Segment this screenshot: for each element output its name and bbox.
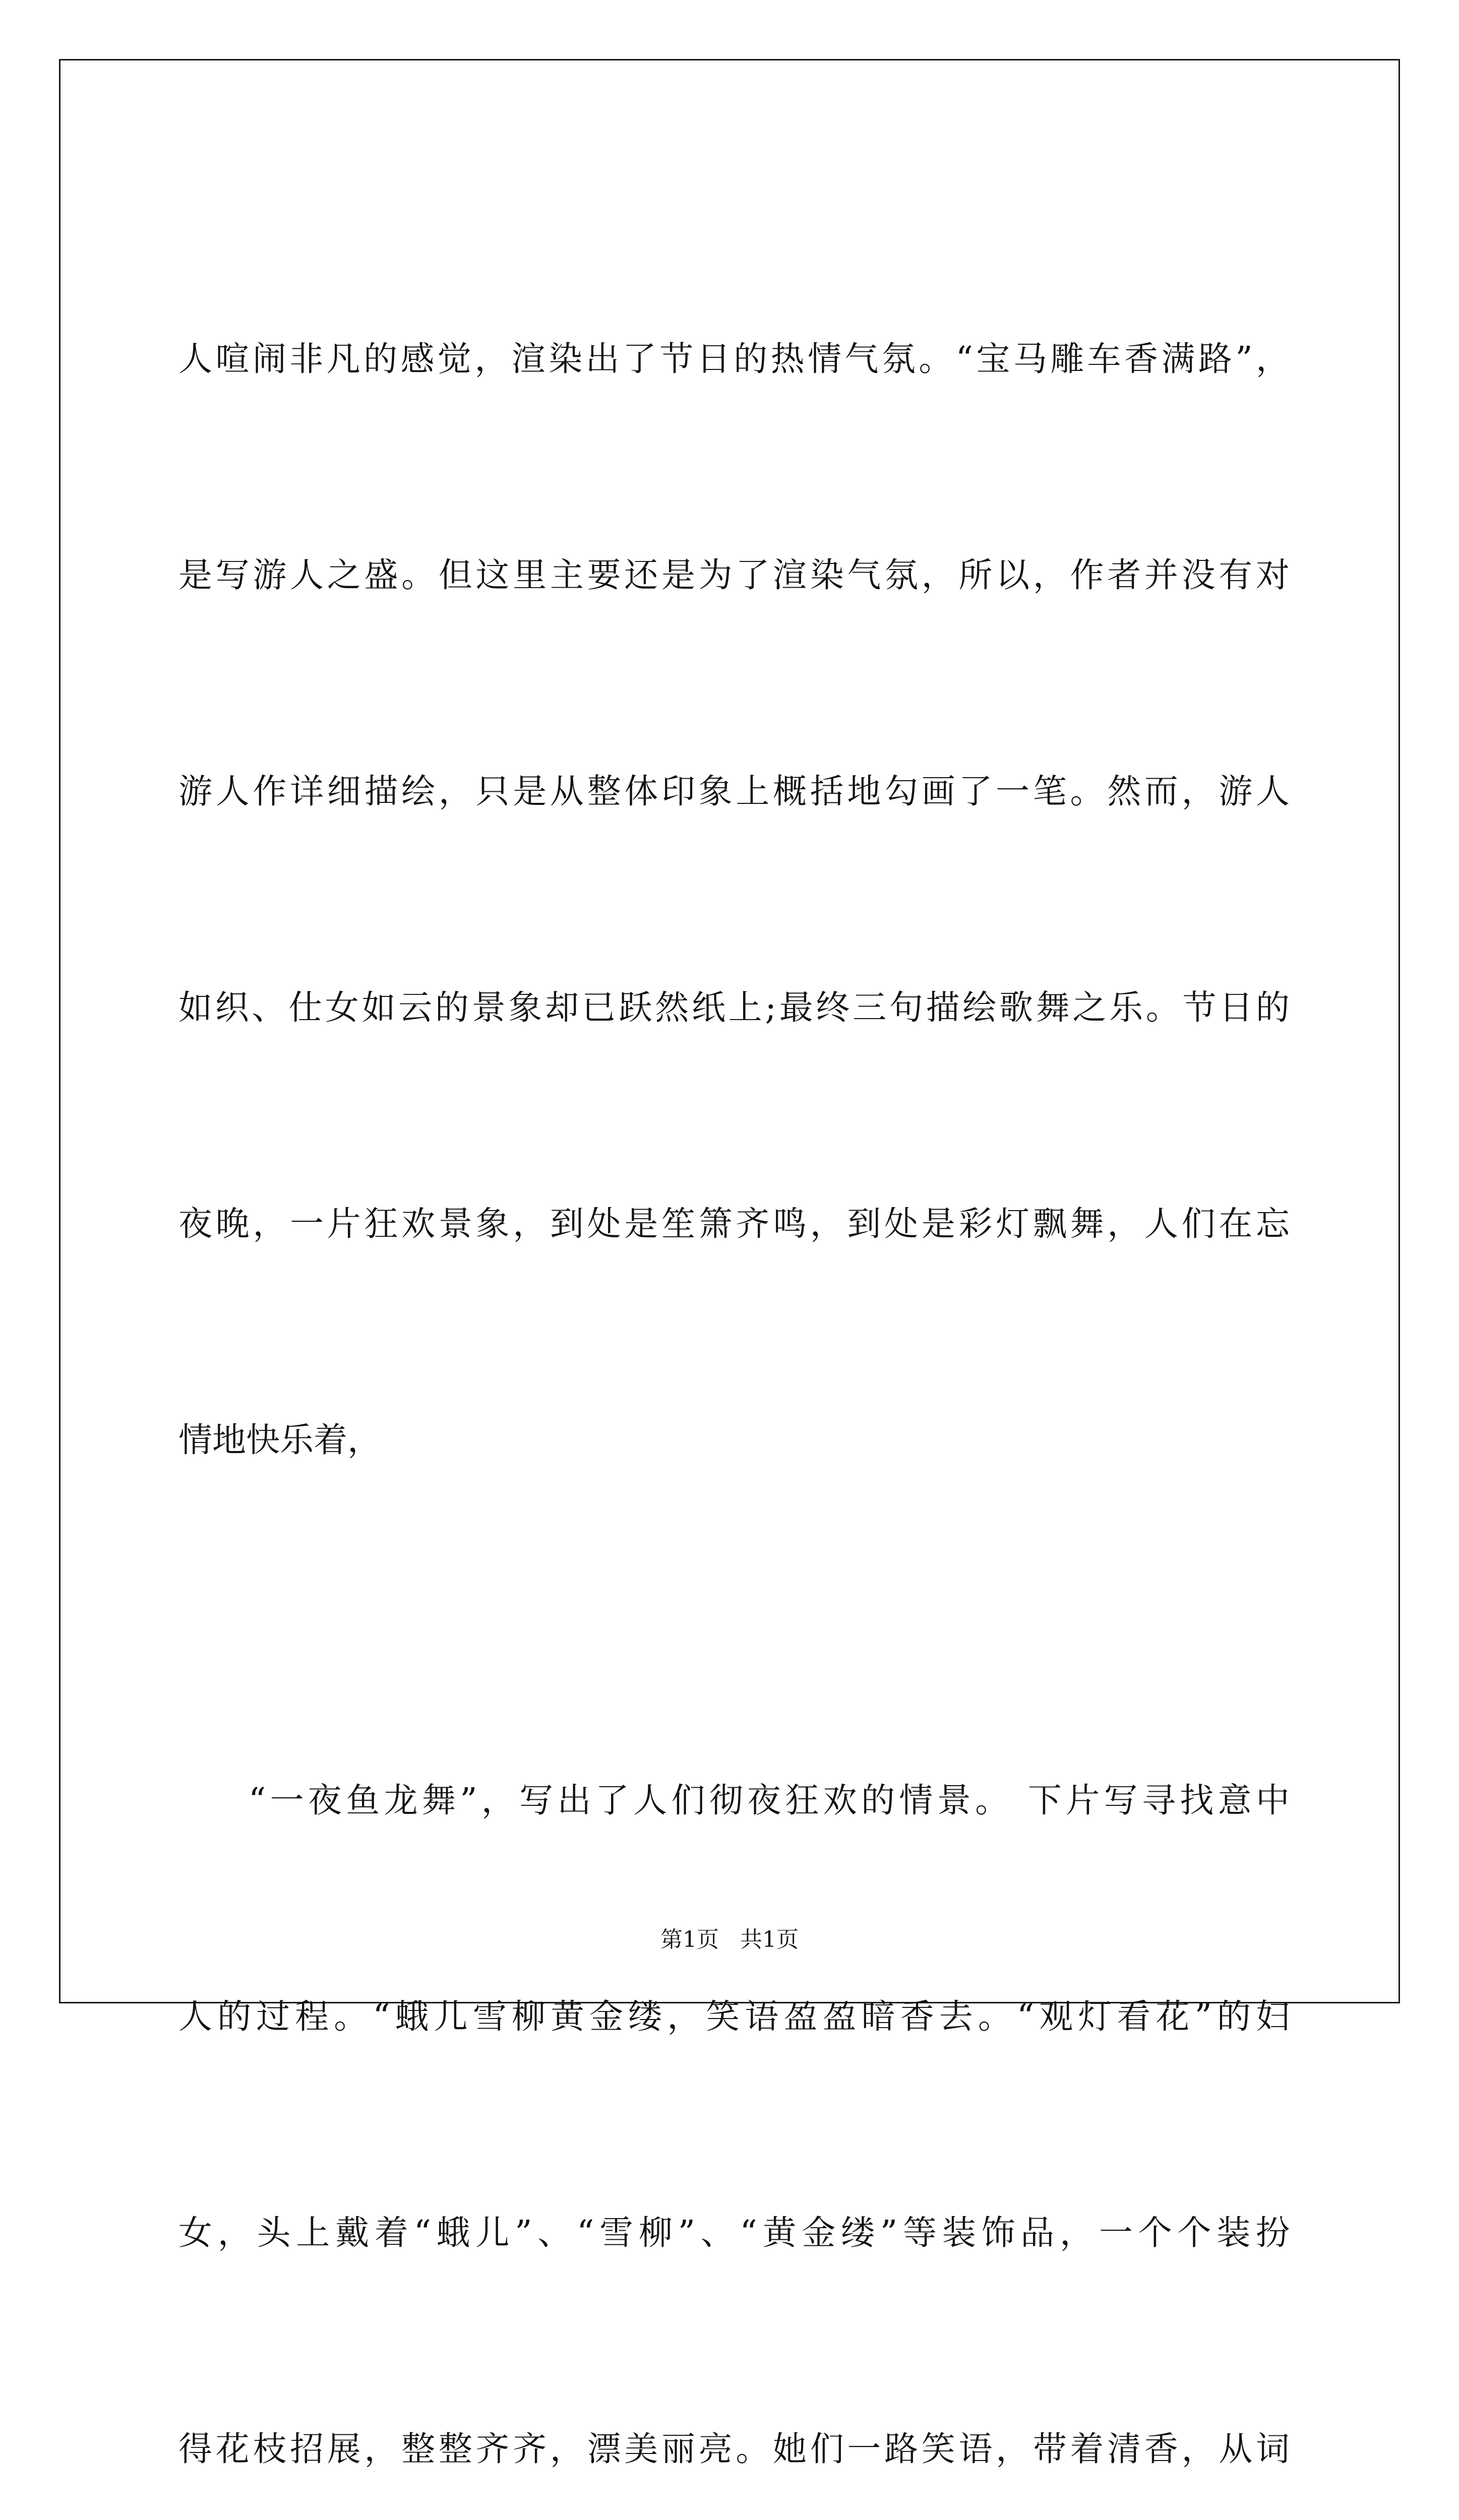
text-line: 如织、仕女如云的景象却已跃然纸上;最终三句描绘歌舞之乐。节日的 (178, 988, 1290, 1027)
document-body (178, 179, 1290, 2520)
paragraph-1 (178, 179, 1290, 1620)
text-line: 游人作详细描绘，只是从整体印象上概括地勾画了一笔。然而，游人 (178, 772, 1290, 811)
text-line: 得花枝招展，整整齐齐，漂美丽亮。她们一路笑语，带着清香，从词 (178, 2429, 1290, 2469)
text-line: 人喧闹非凡的感觉，渲染出了节日的热情气氛。“宝马雕车香满路”， (178, 339, 1290, 379)
text-line: “一夜鱼龙舞”，写出了人们彻夜狂欢的情景。 下片写寻找意中 (249, 1781, 1290, 1820)
text-line: 情地快乐着， (178, 1420, 381, 1460)
text-line: 是写游人之盛。但这里主要还是为了渲染气氛，所以，作者并没有对 (178, 555, 1290, 595)
text-line: 夜晚，一片狂欢景象，到处是笙箫齐鸣，到处是彩灯飘舞，人们在忘 (178, 1204, 1290, 1243)
text-line: 人的过程。“蛾儿雪柳黄金缕，笑语盈盈暗香去。“观灯看花”的妇 (178, 1997, 1290, 2036)
text-line: 女，头上戴着“蛾儿”、“雪柳”、“黄金缕”等装饰品，一个个装扮 (178, 2213, 1290, 2252)
page-number-footer: 第1页 共1页 (660, 1927, 799, 1952)
paragraph-2 (178, 1620, 1290, 2520)
